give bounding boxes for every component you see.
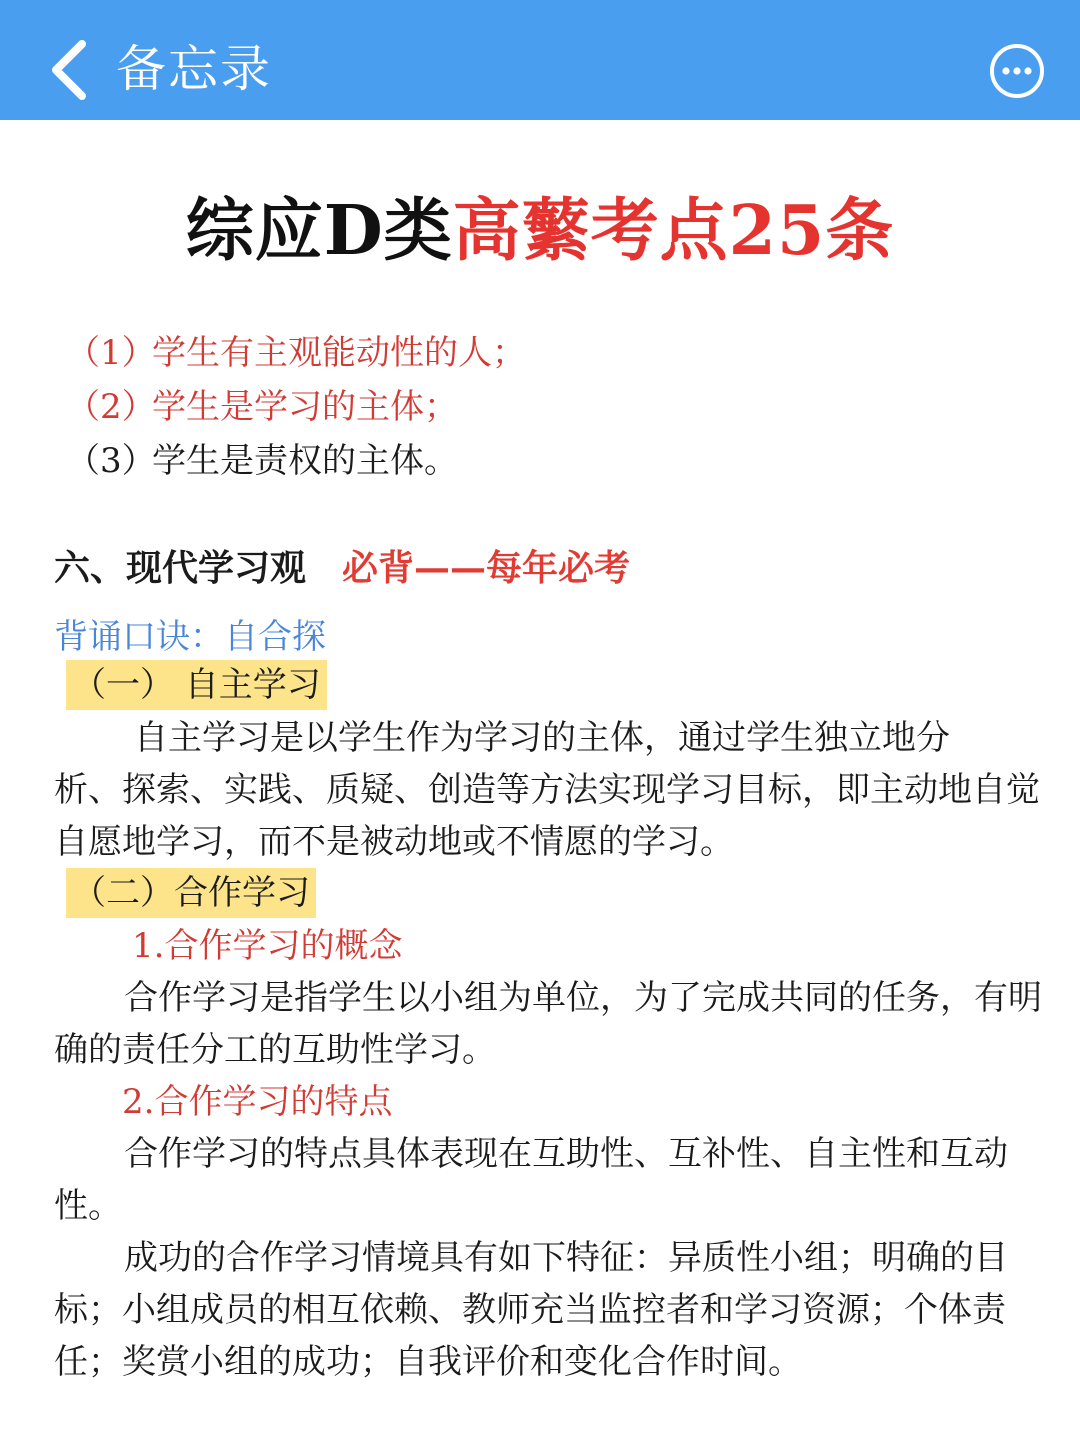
- features-paragraph: 合作学习的特点具体表现在互助性、互补性、自主性和互动性。: [54, 1134, 1008, 1226]
- note-title-part2: 高蘩考点25条: [452, 191, 895, 271]
- subsection-label-cooperative: （二）合作学习: [66, 868, 316, 918]
- navigation-bar: [0, 0, 1080, 120]
- chevron-left-icon[interactable]: [46, 38, 90, 102]
- note-title-part1: 综应D类: [185, 191, 453, 271]
- subsection-label-autonomous: （一） 自主学习: [66, 660, 327, 710]
- list-item-text: 学生是学习的主体；: [152, 387, 458, 427]
- note-title: [0, 186, 1080, 276]
- list-item-text: 学生有主观能动性的人；: [152, 333, 526, 373]
- list-item-number: （3）: [66, 441, 156, 481]
- list-item-number: （1）: [66, 333, 156, 373]
- section-heading-text: 六、现代学习观: [54, 547, 307, 589]
- concept-paragraph: 合作学习是指学生以小组为单位，为了完成共同的任务，有明确的责任分工的互助性学习。: [54, 978, 1042, 1070]
- concept-subheading: 1.合作学习的概念: [132, 926, 403, 966]
- autonomous-learning-paragraph: [54, 712, 1044, 868]
- list-item: [66, 326, 526, 380]
- success-features-paragraph: 成功的合作学习情境具有如下特征：异质性小组；明确的目标；小组成员的相互依赖、教师充当监控者和学习资源；个体责任；奖赏小组的成功；自我评价和变化合作时间。: [54, 1238, 1008, 1382]
- mnemonic-text: 背诵口诀：自合探: [54, 617, 326, 657]
- app-title: 备忘录: [116, 40, 272, 98]
- list-item-text: 学生是责权的主体。: [152, 441, 458, 481]
- more-horizontal-circle-icon[interactable]: [988, 42, 1046, 100]
- section-heading: [54, 538, 630, 598]
- list-item-number: （2）: [66, 387, 156, 427]
- paragraph-line: 析、探索、实践、质疑、创造等方法实现学习目标，即主动地自觉自愿地学习，而不是被动地或不情愿的学习。: [54, 770, 1040, 862]
- list-item: [66, 434, 526, 488]
- section-emphasis: 必背——每年必考: [342, 547, 631, 589]
- features-subheading: 2.合作学习的特点: [122, 1082, 393, 1122]
- student-view-list: [66, 326, 526, 488]
- paragraph-line: 自主学习是以学生作为学习的主体，通过学生独立地分: [134, 718, 950, 758]
- list-item: [66, 380, 526, 434]
